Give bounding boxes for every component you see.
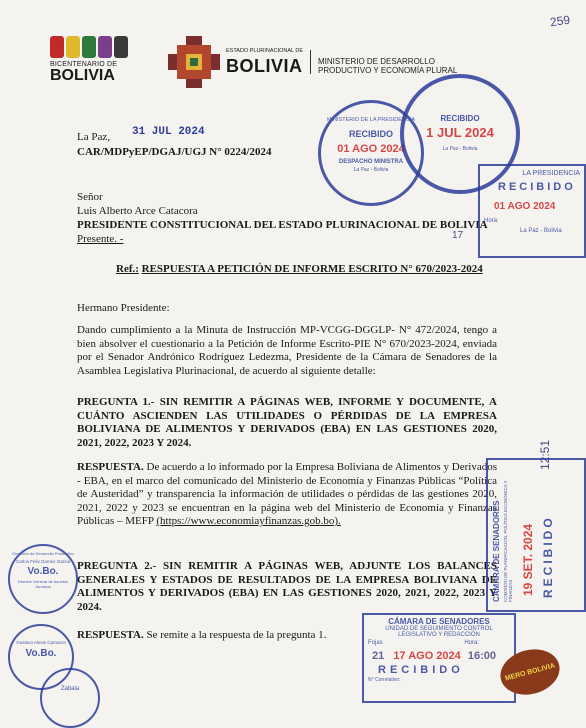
page-number: 259 [549, 12, 571, 30]
vobo-stamp-3 [40, 668, 100, 728]
letter-date-stamp: 31 JUL 2024 [132, 126, 205, 138]
rect-stamp-date: 01 AGO 2024 [494, 201, 556, 212]
question-1: PREGUNTA 1.- SIN REMITIR A PÁGINAS WEB, INFORME Y DOCUMENTE, A CUÁNTO ASCIENDEN LAS UTILIDADES O PÉRDIDAS DE LA EMPRESA BOLIVIANA DE ALIMENTOS Y DERIVADOS (EBA) EN LAS GESTIONES 2020, 2021, 2022, 2023 Y 2024. [77, 396, 497, 449]
reference-code: CAR/MDPyEP/DGAJ/UGJ N° 0224/2024 [77, 146, 272, 158]
presente: Presente. - [77, 233, 124, 245]
side-stamp-recibido: RECIBIDO [541, 515, 555, 598]
bicentenario-small-text: BICENTENARIO DE [50, 61, 118, 68]
vobo1-name: Carlos Felix Gomez Garcia [15, 559, 70, 564]
bottom-stamp-title: CÁMARA DE SENADORES [388, 617, 490, 626]
estado-small-text: ESTADO PLURINACIONAL DE [226, 48, 304, 54]
hora-handwriting: 17 [452, 230, 464, 241]
senate-bottom-stamp [362, 613, 516, 703]
vobo1-top: Dirección de Desarrollo Productivo [12, 551, 74, 556]
bicentenario-big-text: BOLIVIA [50, 67, 115, 84]
side-stamp-title: CÁMARA DE SENADORES [492, 500, 501, 602]
bottom-stamp-recibido: RECIBIDO [378, 664, 464, 676]
bottom-handwritten-num: 21 [372, 650, 385, 662]
vobo1-bottom: Director General de Asuntos Jurídicos [17, 579, 69, 589]
side-stamp-sub: COMISIÓN DE PLANIFICACIÓN, POLÍTICA ECONÓMICA Y FINANZAS [503, 480, 513, 602]
intro-paragraph: Dando cumplimiento a la Minuta de Instrucción MP-VCGG-DGGLP- N° 472/2024, tengo a bien absolver el cuestionario a la Petición de Informe Escrito-PIE N° 670/2023-2024, enviada por el Senador Andrónico Rodríguez Ledezma, Presidente de la Cámara de Senadores de la Asamblea Legislativa Plurinacional, de acuerdo al siguiente detalle: [77, 324, 497, 377]
presidency-stamp-city: La Paz - Bolivia [442, 146, 478, 152]
rect-stamp-hora: Hora: [484, 218, 499, 224]
ref-text: RESPUESTA A PETICIÓN DE INFORME ESCRITO N° 670/2023-2024 [141, 263, 483, 275]
ministry-stamp-recibido: RECIBIDO [348, 129, 393, 139]
presidency-stamp-date: 1 JUL 2024 [426, 125, 494, 140]
answer-2 [77, 629, 326, 643]
badge-text: MERO BOLIVIA [504, 661, 556, 683]
mefp-link[interactable]: (https://www.economiayfinanzas.gob.bo). [156, 515, 341, 527]
ref-label: Ref.: [116, 263, 139, 275]
estado-logo [168, 36, 308, 86]
vobo2-mark: Vo.Bo. [25, 648, 57, 659]
vobo3-name: Zabala [60, 686, 80, 692]
bottom-stamp-sub1: UNIDAD DE SEGUIMIENTO CONTROL [385, 626, 493, 632]
answer-1 [77, 461, 497, 529]
bicentenario-logo [50, 36, 130, 88]
greeting: Hermano Presidente: [77, 302, 170, 314]
chakana-icon [168, 36, 220, 88]
rect-stamp-recibido: RECIBIDO [498, 181, 576, 193]
rect-stamp-title: LA PRESIDENCIA [522, 170, 580, 177]
ministerio-line-1: MINISTERIO DE DESARROLLO [318, 57, 435, 66]
answer-1-label: RESPUESTA. [77, 461, 144, 473]
bottom-stamp-fojas: Fojas [368, 640, 383, 646]
vobo-stamp-1 [8, 544, 78, 614]
vobo2-name: Gustavo Alexis Carranza [16, 640, 66, 645]
bottom-stamp-date: 17 AGO 2024 [393, 650, 461, 662]
letter-city: La Paz, [77, 131, 110, 143]
bottom-stamp-hora: Hora: [464, 640, 480, 646]
rect-stamp-city: La Paz - Bolivia [520, 228, 562, 234]
logo-divider [310, 50, 311, 74]
answer-2-text: Se remite a la respuesta de la pregunta 1. [143, 629, 327, 641]
answer-2-label: RESPUESTA. [77, 629, 144, 641]
senate-side-stamp [486, 458, 586, 612]
ministerio-text [318, 57, 478, 75]
bottom-handwritten-time: 16:00 [467, 650, 496, 662]
ministerio-line-2: PRODUCTIVO Y ECONOMÍA PLURAL [318, 66, 458, 75]
presidency-stamp-recibido: RECIBIDO [440, 114, 480, 123]
ministry-stamp-city: La Paz - Bolivia [353, 167, 389, 173]
vobo1-mark: Vo.Bo. [27, 566, 59, 577]
bottom-stamp-correlativo: N° Correlativo: [368, 677, 401, 683]
question-2: PREGUNTA 2.- SIN REMITIR A PÁGINAS WEB, ADJUNTE LOS BALANCES GENERALES Y ESTADOS DE RESULTADOS DE LA EMPRESA BOLIVIANA DE ALIMENTOS Y DERIVADOS (EBA) EN LAS GESTIONES 2020, 2021, 2022, 2023 Y 2024. [77, 560, 497, 613]
presidency-rect-stamp [478, 164, 586, 258]
answer-1-text: De acuerdo a lo informado por la Empresa Boliviana de Alimentos y Derivados - EBA, en el marco del comunicado del Ministerio de Economía y Finanzas Públicas “Política de Austeridad” y transparencia la información de utilidades o pérdidas de las gestiones 2020, 2021, 2022 y 2023 se encuentran en la página web del Ministerio de Economía y Finanzas Públicas – MEFP [77, 461, 497, 527]
ministry-stamp-bottom: DESPACHO MINISTRA [338, 159, 404, 165]
recipient-position: PRESIDENTE CONSTITUCIONAL DEL ESTADO PLURINACIONAL DE BOLIVIA [77, 219, 488, 231]
side-stamp-date: 19 SET. 2024 [521, 523, 535, 596]
ministry-stamp-date: 01 AGO 2024 [337, 143, 405, 155]
bicentenario-mark-icon [50, 36, 130, 58]
salutation-title: Señor [77, 191, 103, 203]
recipient-name: Luis Alberto Arce Catacora [77, 205, 198, 217]
reference-line [116, 263, 483, 277]
side-note-handwriting: 12:51 [538, 439, 553, 471]
ministry-stamp-top: MINISTERIO DE LA PRESIDENCIA [326, 117, 416, 123]
estado-big-text: BOLIVIA [226, 56, 303, 76]
bottom-stamp-sub2: LEGISLATIVO Y REDACCIÓN [398, 632, 480, 638]
